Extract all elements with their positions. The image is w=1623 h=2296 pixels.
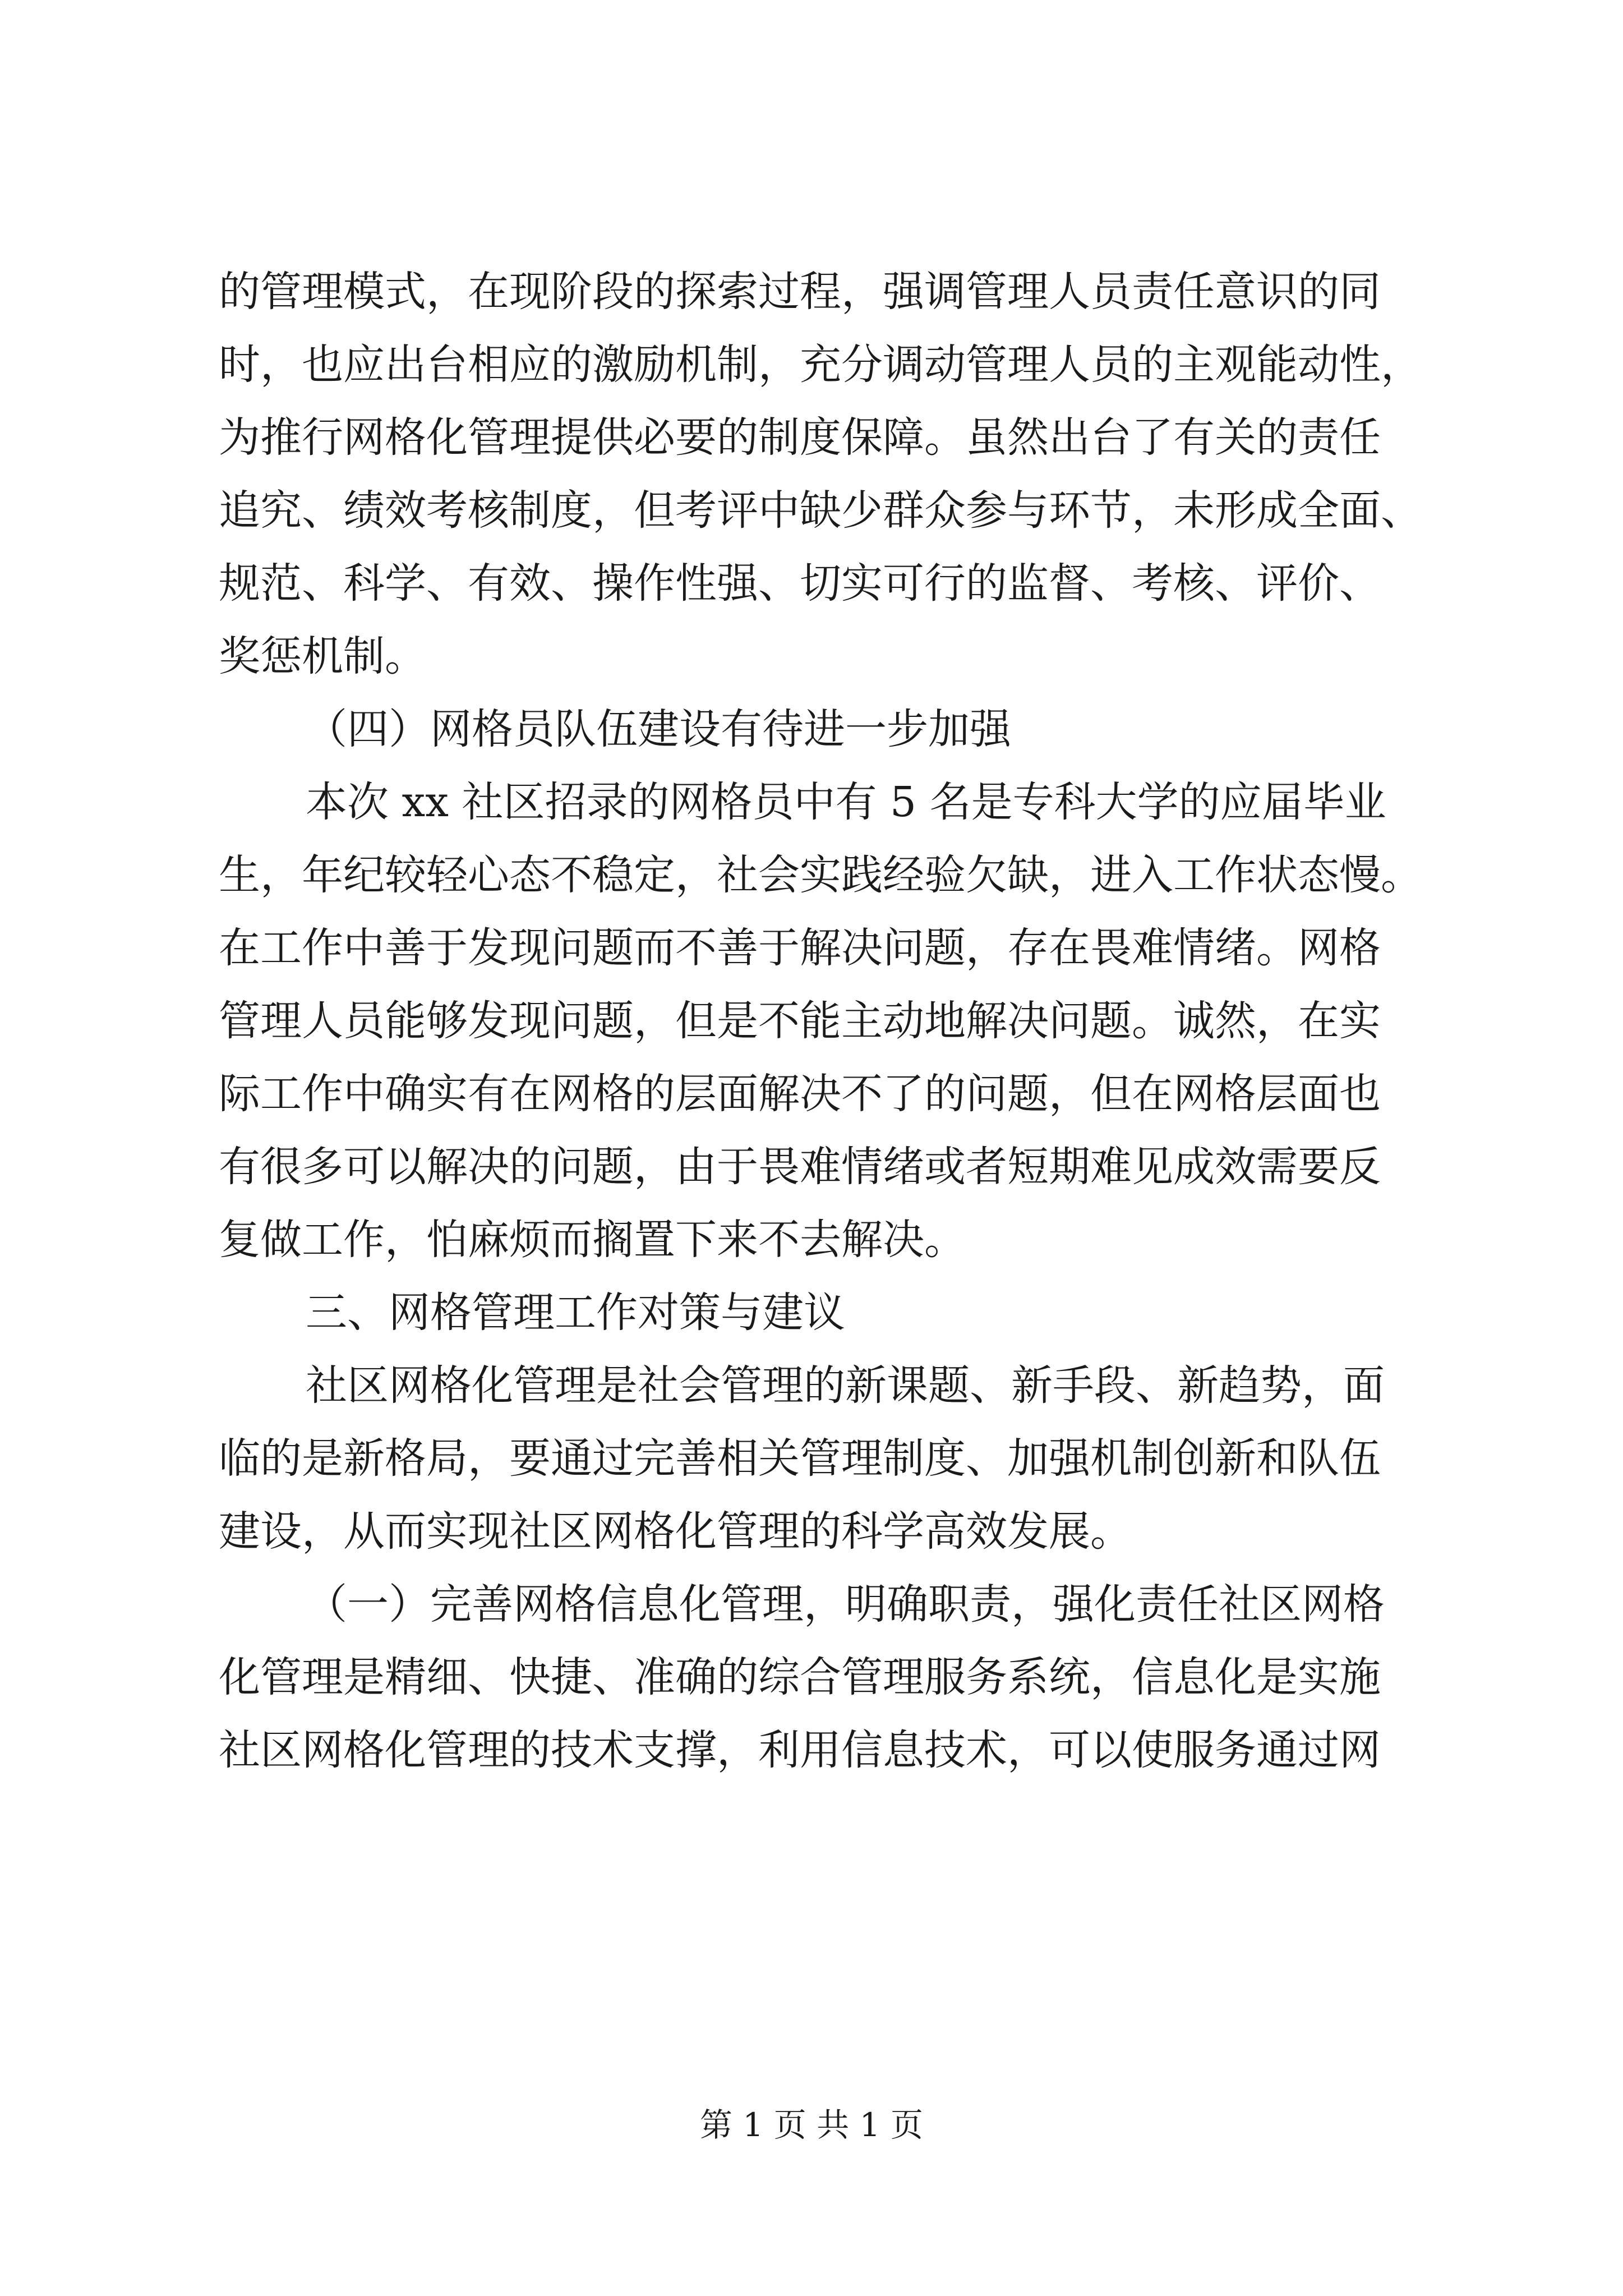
paragraph-line: 的管理模式，在现阶段的探索过程，强调管理人员责任意识的同 <box>219 268 1381 316</box>
page-number-footer: 第 1 页 共 1 页 <box>700 2106 923 2144</box>
paragraph-line: 际工作中确实有在网格的层面解决不了的问题，但在网格层面也 <box>219 1070 1381 1118</box>
paragraph-line: 在工作中善于发现问题而不善于解决问题，存在畏难情绪。网格 <box>219 924 1381 972</box>
paragraph-line: 规范、科学、有效、操作性强、切实可行的监督、考核、评价、 <box>219 559 1381 608</box>
paragraph-line: 建设，从而实现社区网格化管理的科学高效发展。 <box>219 1507 1132 1556</box>
paragraph-line: 化管理是精细、快捷、准确的综合管理服务系统，信息化是实施 <box>219 1653 1381 1701</box>
paragraph-line: 时，也应出台相应的激励机制，充分调动管理人员的主观能动性， <box>219 341 1422 389</box>
section-heading: 三、网格管理工作对策与建议 <box>306 1289 845 1337</box>
section-heading: （四）网格员队伍建设有待进一步加强 <box>306 705 1011 753</box>
paragraph-line: 临的是新格局，要通过完善相关管理制度、加强机制创新和队伍 <box>219 1434 1381 1483</box>
paragraph-line: 社区网格化管理的技术支撑，利用信息技术，可以使服务通过网 <box>219 1726 1381 1774</box>
paragraph-line: 生，年纪较轻心态不稳定，社会实践经验欠缺，进入工作状态慢。 <box>219 851 1422 899</box>
paragraph-line: 本次 xx 社区招录的网格员中有 5 名是专科大学的应届毕业 <box>306 778 1386 826</box>
paragraph-line: 为推行网格化管理提供必要的制度保障。虽然出台了有关的责任 <box>219 413 1381 462</box>
paragraph-line: 追究、绩效考核制度，但考评中缺少群众参与环节，未形成全面、 <box>219 486 1422 535</box>
paragraph-line: 奖惩机制。 <box>219 632 426 680</box>
section-heading: （一）完善网格信息化管理，明确职责，强化责任社区网格 <box>306 1580 1385 1628</box>
paragraph-line: 管理人员能够发现问题，但是不能主动地解决问题。诚然，在实 <box>219 997 1381 1045</box>
paragraph-line: 社区网格化管理是社会管理的新课题、新手段、新趋势，面 <box>306 1361 1385 1410</box>
paragraph-line: 有很多可以解决的问题，由于畏难情绪或者短期难见成效需要反 <box>219 1143 1381 1191</box>
paragraph-line: 复做工作，怕麻烦而搁置下来不去解决。 <box>219 1216 966 1264</box>
